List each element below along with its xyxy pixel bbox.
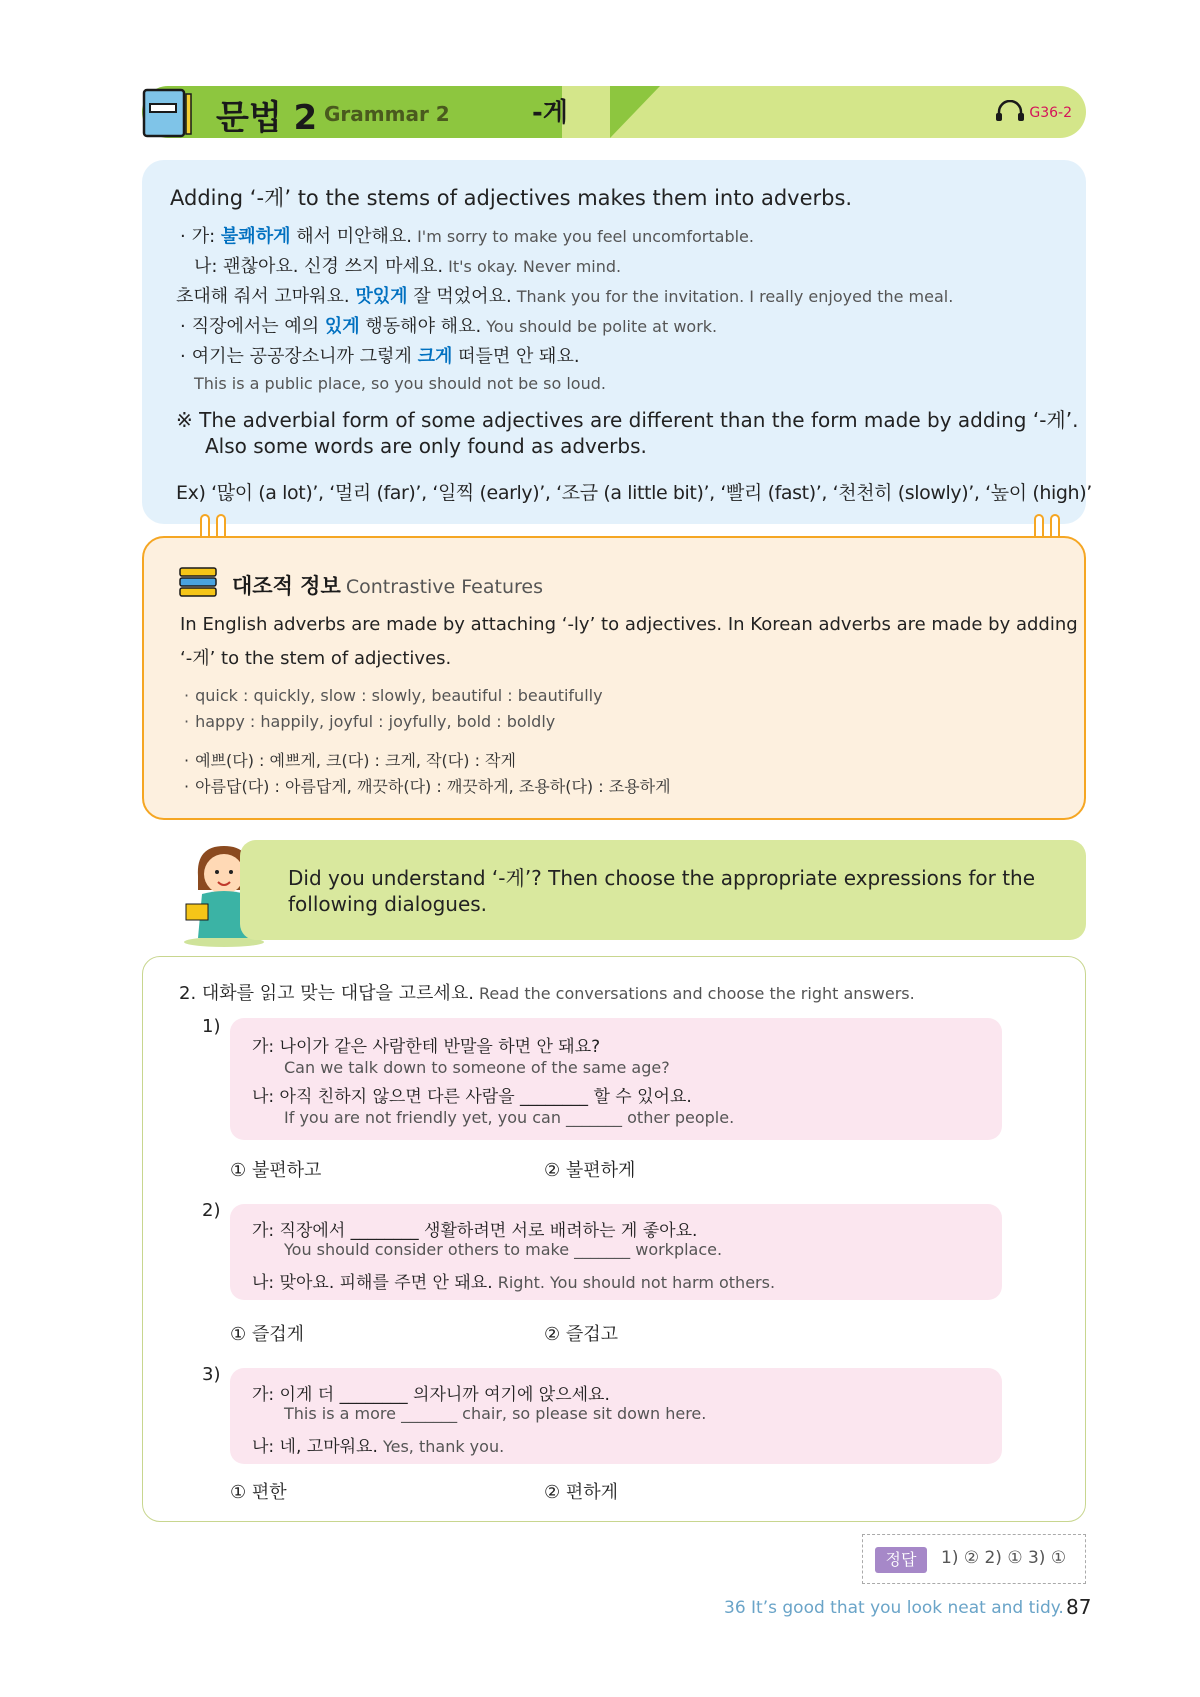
example-2-highlight: 맛있게 [355, 286, 408, 307]
grammar-subtitle: Grammar 2 [324, 102, 450, 126]
answer-option-1[interactable]: ① 편한 [230, 1482, 287, 1503]
contrast-list-item: · happy : happily, joyful : joyfully, bold : boldly [184, 712, 555, 731]
contrast-list-item: · 예쁘(다) : 예쁘게, 크(다) : 크게, 작(다) : 작게 [184, 748, 516, 771]
dialogue-line-korean: 가: 나이가 같은 사람한테 반말을 하면 안 돼요? [252, 1037, 601, 1057]
books-stack-icon [178, 566, 218, 604]
answer-option-2[interactable]: ② 편하게 [544, 1482, 619, 1503]
example-2-prefix: 초대해 줘서 고마워요. [176, 286, 356, 307]
answer-key [862, 1534, 1086, 1584]
instruction-korean: 2. 대화를 읽고 맞는 대답을 고르세요. [179, 983, 474, 1004]
example-4-english: This is a public place, so you should not be so loud. [194, 374, 606, 393]
example-1a [180, 222, 754, 248]
item-number: 1) [202, 1016, 221, 1037]
book-icon [142, 88, 194, 138]
answer-badge: 정답 [875, 1547, 927, 1573]
item-number: 2) [202, 1200, 221, 1221]
dialogue-line-english: Yes, thank you. [382, 1437, 505, 1456]
contrast-body-1: In English adverbs are made by attaching ‘-ly’ to adjectives. In Korean adverbs are made by adding [180, 614, 1078, 635]
dialogue-line-english: You should consider others to make _______ workplace. [284, 1240, 723, 1259]
example-1a-english: I'm sorry to make you feel uncomfortable. [417, 227, 754, 246]
dialogue-line-english: Right. You should not harm others. [497, 1273, 776, 1292]
answer-option-1[interactable]: ① 불편하고 [230, 1160, 322, 1181]
contrast-title [232, 570, 543, 600]
dialogue-line [252, 1268, 775, 1293]
answer-text: 1) ② 2) ① 3) ① [941, 1548, 1067, 1568]
answer-option-2[interactable]: ② 즐겁고 [544, 1324, 619, 1345]
example-4-prefix: · 여기는 공공장소니까 그렇게 [180, 346, 418, 367]
lead-sentence: Adding ‘-게’ to the stems of adjectives makes them into adverbs. [170, 186, 853, 210]
chapter-footer: 36 It’s good that you look neat and tidy. [724, 1598, 1064, 1618]
example-1a-highlight: 불쾌하게 [220, 226, 291, 247]
explanation-box [142, 160, 1092, 524]
grammar-pattern: -게 [532, 98, 568, 128]
example-4 [180, 342, 580, 368]
exercise-instruction [179, 979, 915, 1005]
example-1b [194, 252, 621, 278]
track-code: G36-2 [1029, 105, 1072, 121]
grammar-title: 문법 2 [216, 98, 318, 138]
prompt-line-2: following dialogues. [288, 892, 488, 916]
example-1b-english: It's okay. Never mind. [448, 257, 622, 276]
answer-option-2[interactable]: ② 불편하게 [544, 1160, 636, 1181]
dialogue-3 [230, 1368, 1002, 1464]
example-2-english: Thank you for the invitation. I really enjoyed the meal. [516, 287, 954, 306]
contrast-list-item: · quick : quickly, slow : slowly, beautiful : beautifully [184, 686, 603, 705]
example-3 [180, 312, 717, 338]
answer-option-1[interactable]: ① 즐겁게 [230, 1324, 305, 1345]
example-words: Ex) ‘많이 (a lot)’, ‘멀리 (far)’, ‘일찍 (early)’, ‘조금 (a little bit)’, ‘빨리 (fast)’, ‘천천히 (slowly)’, ‘높이 (high)’ [176, 482, 1092, 504]
dialogue-line-korean: 나: 네, 고마워요. [252, 1437, 378, 1457]
headphones-icon [995, 100, 1025, 126]
contrast-list-item: · 아름답(다) : 아름답게, 깨끗하(다) : 깨끗하게, 조용하(다) : 조용하게 [184, 774, 671, 797]
contrastive-features-box [142, 536, 1086, 820]
example-1b-korean: 나: 괜찮아요. 신경 쓰지 마세요. [194, 256, 444, 277]
item-number: 3) [202, 1364, 221, 1385]
contrast-title-english: Contrastive Features [345, 576, 543, 598]
dialogue-line [252, 1432, 504, 1457]
dialogue-line-english: This is a more _______ chair, so please sit down here. [284, 1404, 707, 1423]
dialogue-line-english: Can we talk down to someone of the same age? [284, 1058, 670, 1077]
dialogue-line-korean: 가: 이게 더 ________ 의자니까 여기에 앉으세요. [252, 1385, 610, 1405]
dialogue-2 [230, 1204, 1002, 1300]
dialogue-1 [230, 1018, 1002, 1140]
example-3-highlight: 있게 [324, 316, 360, 337]
prompt-line-1: Did you understand ‘-게’? Then choose the appropriate expressions for the [288, 866, 1036, 890]
instruction-english: Read the conversations and choose the right answers. [479, 984, 915, 1003]
grammar-header [142, 86, 1086, 138]
dialogue-line-korean: 나: 맞아요. 피해를 주면 안 돼요. [252, 1273, 493, 1293]
example-1a-prefix: · 가: [180, 226, 221, 247]
example-4-highlight: 크게 [417, 346, 453, 367]
example-2 [176, 282, 953, 308]
contrast-body-2: ‘-게’ to the stem of adjectives. [180, 648, 452, 669]
dialogue-line-english: If you are not friendly yet, you can _______ other people. [284, 1108, 735, 1127]
example-3-prefix: · 직장에서는 예의 [180, 316, 325, 337]
page-number: 87 [1066, 1595, 1092, 1619]
example-2-korean: 잘 먹었어요. [407, 286, 512, 307]
example-3-english: You should be polite at work. [486, 317, 718, 336]
note-line-1: ※ The adverbial form of some adjectives are different than the form made by adding ‘-게’. [176, 408, 1079, 432]
dialogue-prompt [240, 840, 1086, 940]
example-1a-korean: 해서 미안해요. [290, 226, 412, 247]
example-4-korean: 떠들면 안 돼요. [452, 346, 580, 367]
audio-track[interactable] [995, 100, 1072, 126]
contrast-title-korean: 대조적 정보 [232, 574, 341, 598]
dialogue-line-korean: 나: 아직 친하지 않으면 다른 사람을 ________ 할 수 있어요. [252, 1087, 692, 1107]
header-slant [610, 86, 660, 138]
note-line-2: Also some words are only found as adverbs. [205, 434, 647, 458]
example-3-korean: 행동해야 해요. [359, 316, 482, 337]
dialogue-line-korean: 가: 직장에서 ________ 생활하려면 서로 배려하는 게 좋아요. [252, 1221, 698, 1241]
